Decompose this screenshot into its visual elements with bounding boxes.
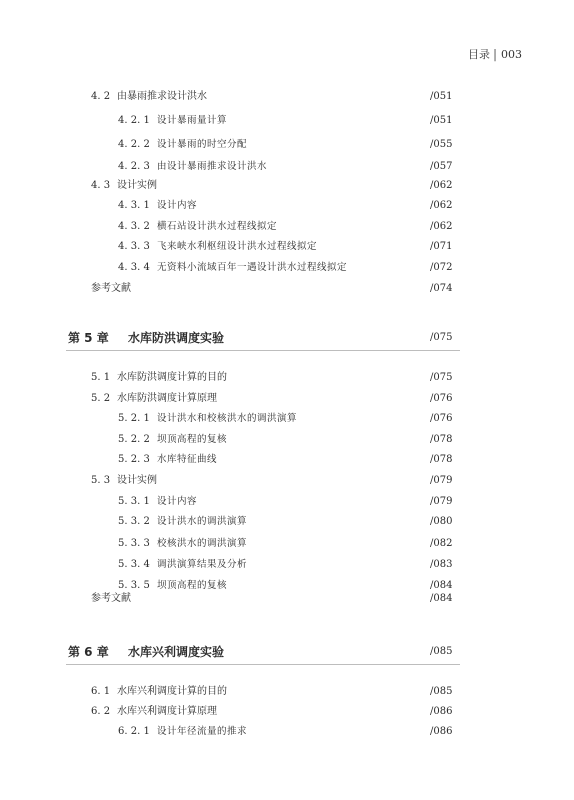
chapter-page: /085 [430, 646, 453, 657]
toc-entry-title: 调洪演算结果及分析 [157, 559, 248, 570]
toc-entry-title: 横石站设计洪水过程线拟定 [157, 221, 278, 232]
toc-entry[interactable] [0, 176, 574, 196]
toc-entry-number: 5. 2. 1 [118, 413, 150, 424]
toc-entry-number: 6. 1 [91, 686, 111, 697]
chapter-title: 水库兴利调度实验 [128, 645, 225, 659]
toc-entry-title: 设计洪水的调洪演算 [157, 516, 248, 527]
toc-entry-page: /082 [430, 538, 453, 549]
header-bar: | [492, 47, 497, 61]
toc-entry-page: /078 [430, 434, 453, 445]
toc-entry-title: 设计内容 [157, 496, 198, 507]
toc-entry-page: /051 [430, 115, 453, 126]
chapter-page: /075 [430, 332, 453, 343]
toc-entry-title: 无资料小流域百年一遇设计洪水过程线拟定 [157, 262, 348, 273]
toc-entry-title: 参考文献 [91, 593, 131, 604]
toc-entry-page: /079 [430, 496, 453, 507]
toc-entry-page: /055 [430, 139, 453, 150]
chapter-number: 第 5 章 [68, 331, 109, 345]
toc-entry-number: 5. 2. 2 [118, 434, 150, 445]
toc-references-entry[interactable] [0, 279, 574, 299]
toc-entry-number: 4. 3 [91, 180, 111, 191]
toc-entry-title: 设计年径流量的推求 [157, 726, 248, 737]
toc-entry-title: 设计实例 [117, 180, 157, 191]
toc-entry[interactable] [0, 368, 574, 388]
toc-entry-number: 5. 2. 3 [118, 454, 150, 465]
toc-entry-page: /078 [430, 454, 453, 465]
toc-entry[interactable] [0, 111, 574, 131]
header-page-number: 003 [501, 47, 522, 61]
toc-entry-page: /085 [430, 686, 453, 697]
toc-entry-title: 参考文献 [91, 283, 131, 294]
toc-entry[interactable] [0, 512, 574, 532]
chapter-heading[interactable] [0, 327, 574, 349]
toc-entry-number: 5. 3. 1 [118, 496, 150, 507]
toc-entry-page: /062 [430, 221, 453, 232]
toc-entry-number: 6. 2 [91, 706, 111, 717]
toc-entry[interactable] [0, 135, 574, 155]
toc-entry-page: /079 [430, 475, 453, 486]
toc-entry[interactable] [0, 87, 574, 107]
toc-entry-number: 5. 3. 4 [118, 559, 150, 570]
toc-entry-page: /086 [430, 726, 453, 737]
toc-entry-page: /076 [430, 413, 453, 424]
toc-entry-title: 水库兴利调度计算原理 [117, 706, 217, 717]
toc-entry[interactable] [0, 450, 574, 470]
toc-references-entry[interactable] [0, 589, 574, 609]
chapter-divider [66, 664, 460, 665]
toc-entry[interactable] [0, 217, 574, 237]
toc-entry-title: 水库防洪调度计算的目的 [117, 372, 227, 383]
toc-entry-title: 坝顶高程的复核 [157, 434, 228, 445]
toc-entry-number: 4. 3. 2 [118, 221, 150, 232]
toc-entry[interactable] [0, 722, 574, 742]
toc-entry-number: 4. 2 [91, 91, 111, 102]
toc-entry-number: 4. 2. 3 [118, 161, 150, 172]
toc-entry-number: 4. 3. 1 [118, 200, 150, 211]
chapter-divider [66, 350, 460, 351]
toc-entry-page: /071 [430, 241, 453, 252]
header-label: 目录 [467, 48, 490, 61]
toc-entry-title: 由设计暴雨推求设计洪水 [157, 161, 268, 172]
toc-entry-number: 6. 2. 1 [118, 726, 150, 737]
toc-entry-page: /086 [430, 706, 453, 717]
toc-entry-number: 4. 2. 2 [118, 139, 150, 150]
toc-entry-number: 4. 3. 4 [118, 262, 150, 273]
toc-entry-page: /084 [430, 580, 453, 591]
toc-entry[interactable] [0, 555, 574, 575]
toc-entry-title: 设计内容 [157, 200, 198, 211]
toc-entry-page: /072 [430, 262, 453, 273]
toc-entry[interactable] [0, 157, 574, 177]
toc-entry-title: 坝顶高程的复核 [157, 580, 228, 591]
toc-entry-title: 水库防洪调度计算原理 [117, 393, 217, 404]
toc-entry-page: /062 [430, 180, 453, 191]
toc-entry[interactable] [0, 237, 574, 257]
toc-entry-number: 5. 3. 5 [118, 580, 150, 591]
toc-entry-page: /083 [430, 559, 453, 570]
toc-entry-title: 设计暴雨量计算 [157, 115, 228, 126]
toc-entry-title: 校核洪水的调洪演算 [157, 538, 248, 549]
toc-entry[interactable] [0, 471, 574, 491]
chapter-heading[interactable] [0, 641, 574, 663]
toc-entry-number: 5. 3. 2 [118, 516, 150, 527]
toc-entry-title: 设计实例 [117, 475, 157, 486]
toc-entry-number: 5. 1 [91, 372, 111, 383]
toc-entry[interactable] [0, 430, 574, 450]
toc-entry-number: 5. 2 [91, 393, 111, 404]
toc-entry-number: 5. 3 [91, 475, 111, 486]
toc-entry[interactable] [0, 682, 574, 702]
toc-entry-number: 4. 3. 3 [118, 241, 150, 252]
running-header [468, 46, 522, 62]
toc-entry-title: 由暴雨推求设计洪水 [117, 91, 207, 102]
toc-entry[interactable] [0, 534, 574, 554]
toc-entry-number: 4. 2. 1 [118, 115, 150, 126]
toc-entry[interactable] [0, 409, 574, 429]
toc-entry-page: /075 [430, 372, 453, 383]
toc-entry-number: 5. 3. 3 [118, 538, 150, 549]
toc-entry-page: /084 [430, 593, 453, 604]
toc-entry[interactable] [0, 492, 574, 512]
toc-entry-title: 飞来峡水利枢纽设计洪水过程线拟定 [157, 241, 318, 252]
toc-entry[interactable] [0, 702, 574, 722]
toc-entry-title: 设计洪水和校核洪水的调洪演算 [157, 413, 298, 424]
toc-entry-page: /080 [430, 516, 453, 527]
chapter-title: 水库防洪调度实验 [128, 331, 225, 345]
toc-entry-title: 水库特征曲线 [157, 454, 218, 465]
toc-entry-page: /051 [430, 91, 453, 102]
toc-entry-page: /076 [430, 393, 453, 404]
toc-entry-page: /062 [430, 200, 453, 211]
toc-entry[interactable] [0, 389, 574, 409]
toc-entry[interactable] [0, 258, 574, 278]
toc-entry-title: 设计暴雨的时空分配 [157, 139, 248, 150]
toc-entry-title: 水库兴利调度计算的目的 [117, 686, 227, 697]
toc-entry-page: /057 [430, 161, 453, 172]
chapter-number: 第 6 章 [68, 645, 109, 659]
toc-entry-page: /074 [430, 283, 453, 294]
toc-entry[interactable] [0, 196, 574, 216]
